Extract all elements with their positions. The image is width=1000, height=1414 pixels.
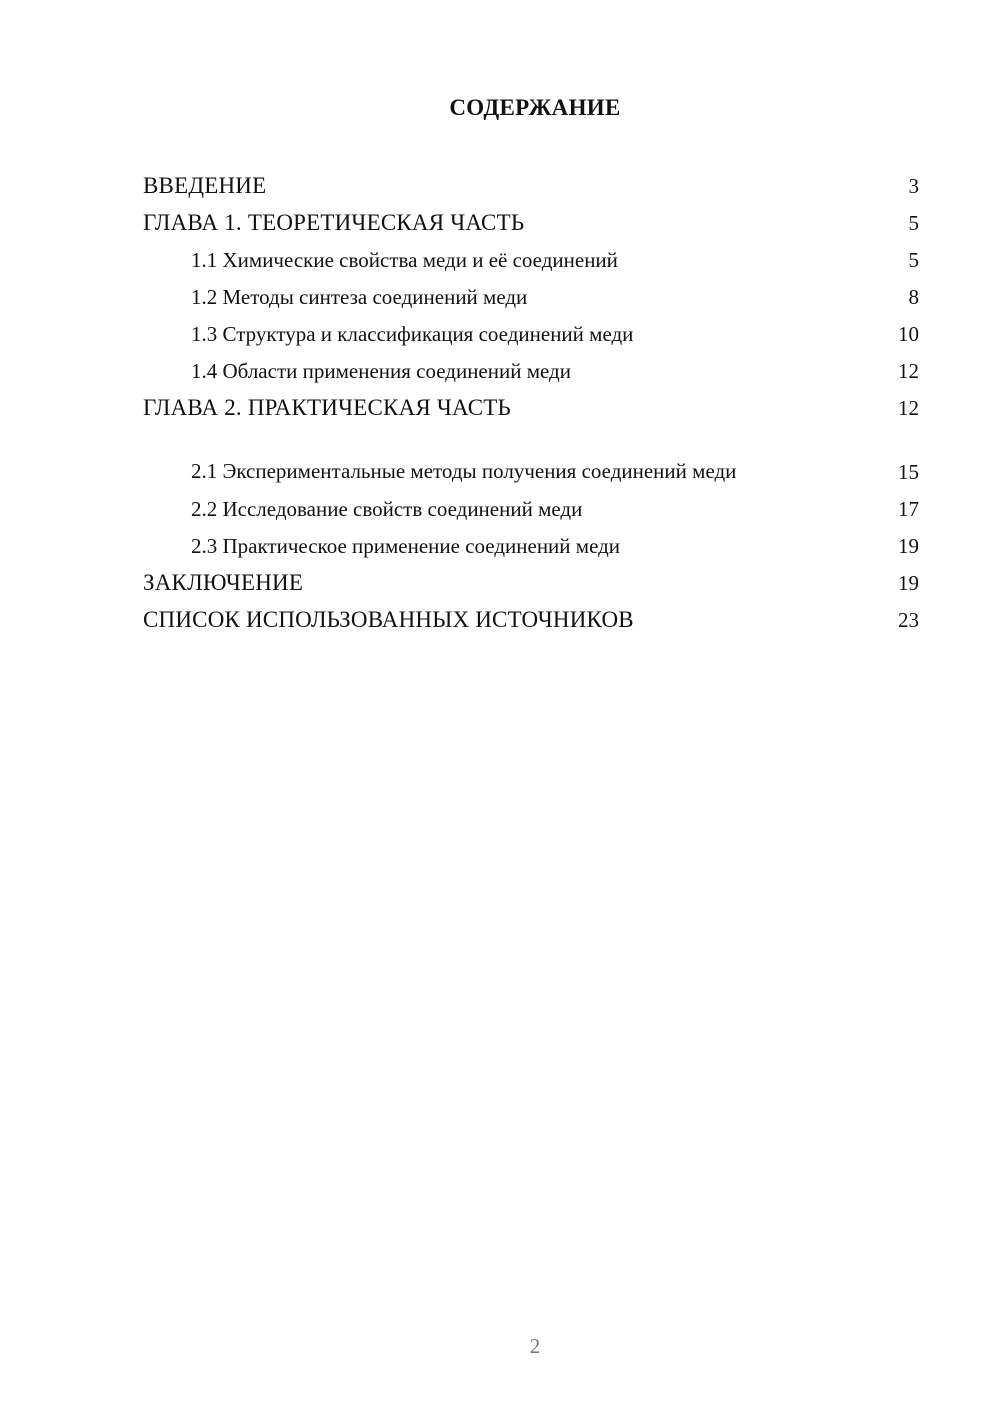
page-number: 2 xyxy=(529,1334,541,1358)
toc-entry-introduction xyxy=(143,166,919,203)
toc-entry-page: 12 xyxy=(898,396,919,420)
toc-entry-label: ВВЕДЕНИЕ xyxy=(143,173,267,198)
toc-entry-page: 19 xyxy=(898,571,919,595)
toc-entry-label: 2.3 Практическое применение соединений меди xyxy=(191,534,621,558)
toc-entry-chapter-2 xyxy=(143,388,919,425)
toc-entry-chapter-1 xyxy=(143,203,919,240)
toc-entry-section-2-3 xyxy=(143,526,919,563)
toc-entry-page: 5 xyxy=(908,248,919,272)
toc-entry-references xyxy=(143,600,919,637)
toc-entry-section-1-4 xyxy=(143,351,919,388)
toc-entry-label: ГЛАВА 2. ПРАКТИЧЕСКАЯ ЧАСТЬ xyxy=(143,395,511,420)
toc-entry-label: 1.1 Химические свойства меди и её соединений xyxy=(191,248,618,272)
toc-list xyxy=(143,166,919,637)
toc-entry-section-1-1 xyxy=(143,240,919,277)
toc-entry-conclusion xyxy=(143,563,919,600)
toc-entry-page: 23 xyxy=(898,608,919,632)
toc-entry-page: 17 xyxy=(898,497,919,521)
toc-entry-page: 19 xyxy=(898,534,919,558)
toc-entry-page: 15 xyxy=(898,460,919,484)
toc-entry-label: 2.1 Экспериментальные методы получения соединений меди xyxy=(191,459,737,483)
toc-entry-section-2-1 xyxy=(143,425,919,489)
toc-entry-label: 1.4 Области применения соединений меди xyxy=(191,359,571,383)
toc-entry-label: ГЛАВА 1. ТЕОРЕТИЧЕСКАЯ ЧАСТЬ xyxy=(143,210,525,235)
toc-entry-section-2-2 xyxy=(143,489,919,526)
toc-entry-section-1-2 xyxy=(143,277,919,314)
toc-entry-label: СПИСОК ИСПОЛЬЗОВАННЫХ ИСТОЧНИКОВ xyxy=(143,607,634,632)
toc-title: СОДЕРЖАНИЕ xyxy=(449,95,621,120)
toc-entry-label: 1.2 Методы синтеза соединений меди xyxy=(191,285,528,309)
toc-entry-page: 5 xyxy=(908,211,919,235)
toc-entry-label: 1.3 Структура и классификация соединений меди xyxy=(191,322,634,346)
toc-entry-page: 8 xyxy=(908,285,919,309)
toc-entry-page: 3 xyxy=(908,174,919,198)
toc-entry-label: 2.2 Исследование свойств соединений меди xyxy=(191,497,583,521)
toc-entry-section-1-3 xyxy=(143,314,919,351)
toc-entry-page: 10 xyxy=(898,322,919,346)
toc-entry-label: ЗАКЛЮЧЕНИЕ xyxy=(143,570,304,595)
toc-entry-page: 12 xyxy=(898,359,919,383)
